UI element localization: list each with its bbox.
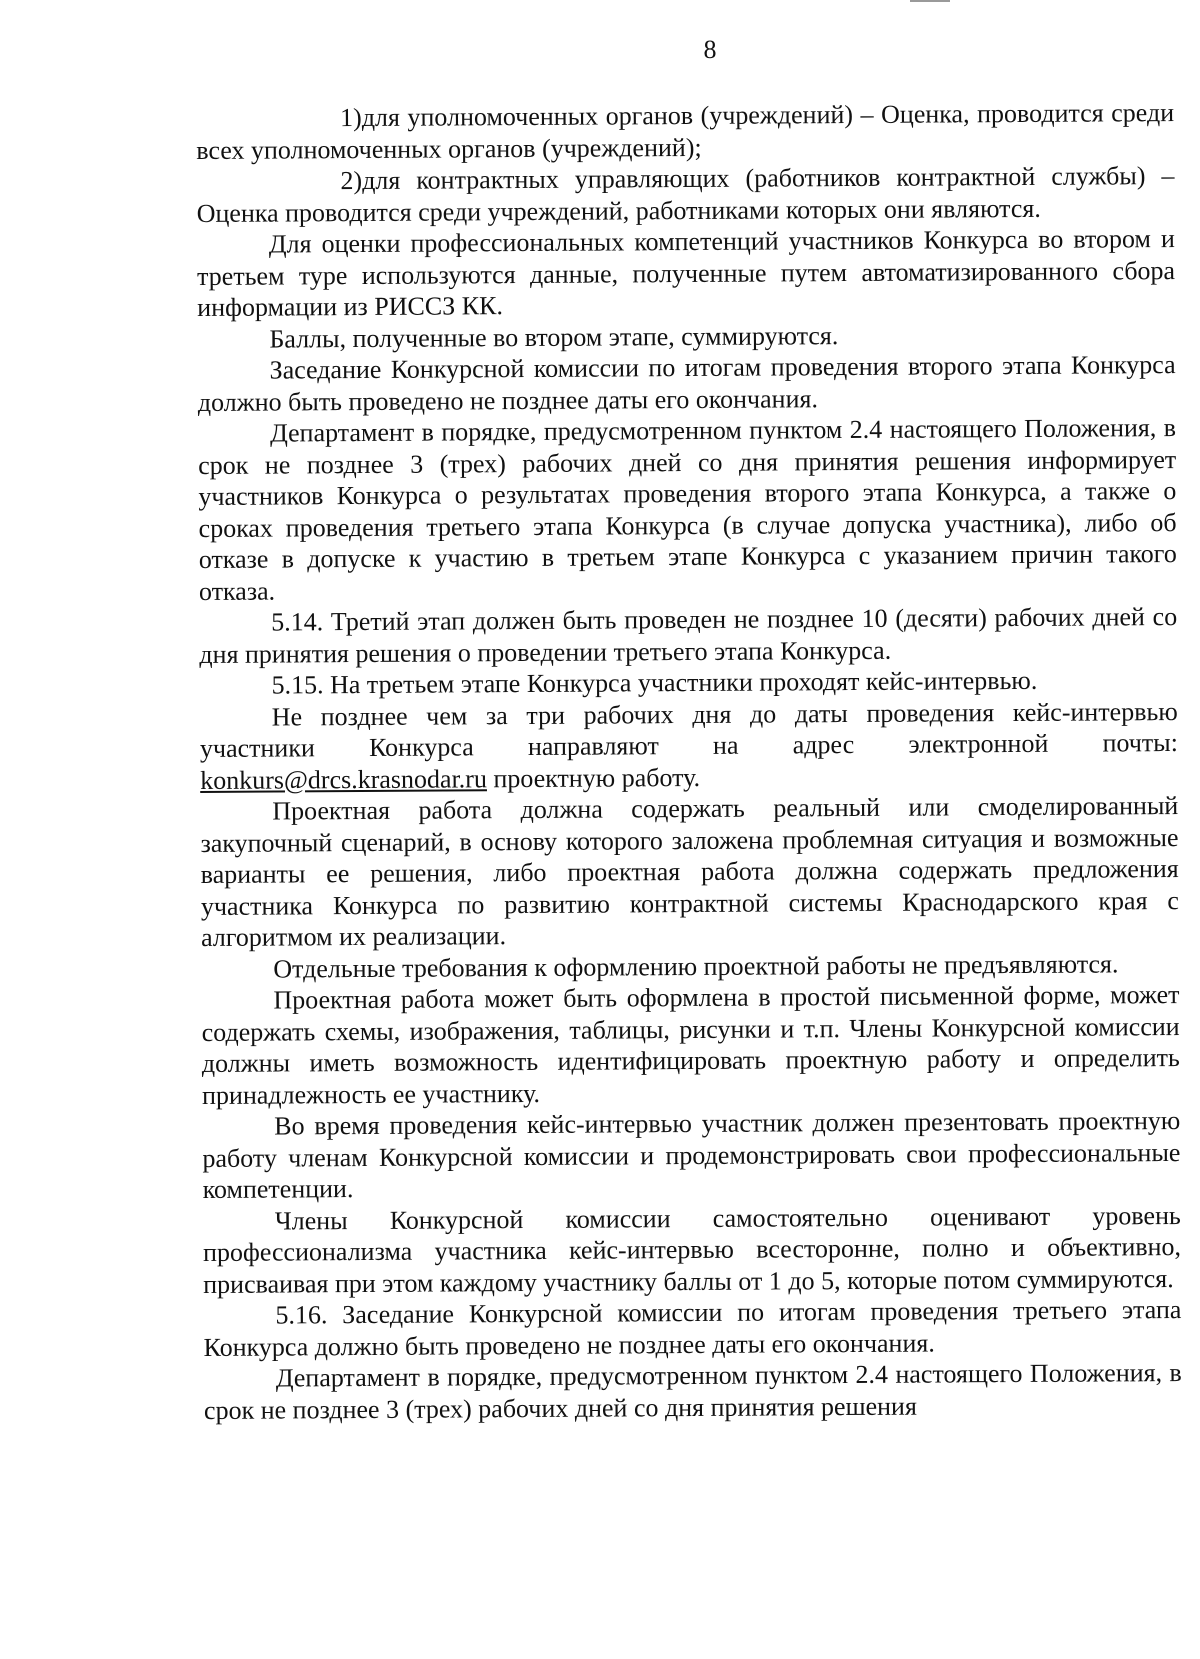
paragraph-12: Проектная работа может быть оформлена в простой письменной форме, может содержать схемы, изображения, таблицы, рисунки и т.п. Члены Конкурсной комиссии должны иметь возможность идентифицировать проектную работу и определить принадлежность ее участнику.: [201, 980, 1180, 1110]
paragraph-9: [200, 696, 1179, 796]
paragraph-2-text: для контрактных управляющих (работников контрактной службы) – Оценка проводится среди учреждений, работниками которых они являются.: [196, 161, 1175, 228]
paragraph-7: 5.14. Третий этап должен быть проведен не позднее 10 (десяти) рабочих дней со дня принятия решения о проведении третьего этапа Конкурса.: [199, 602, 1178, 669]
paragraph-4: Баллы, полученные во втором этапе, суммируются.: [269, 320, 839, 354]
paragraph-8: 5.15. На третьем этапе Конкурса участники проходят кейс-интервью.: [271, 665, 1038, 700]
paragraph-5: Заседание Конкурсной комиссии по итогам проведения второго этапа Конкурса должно быть проведено не позднее даты его окончания.: [197, 350, 1176, 417]
paragraph-16: Департамент в порядке, предусмотренном пунктом 2.4 настоящего Положения, в срок не позднее 3 (трех) рабочих дней со дня принятия решения: [203, 1358, 1182, 1425]
paragraph-3: Для оценки профессиональных компетенций участников Конкурса во втором и третьем туре используются данные, полученные путем автоматизированного сбора информации из РИССЗ КК.: [196, 224, 1176, 322]
paragraph-2: [196, 160, 1174, 229]
list-number-1: 1): [340, 102, 362, 133]
paragraph-1-text: для уполномоченных органов (учреждений) – Оценка, проводится среди всех уполномоченных органов (учреждений);: [196, 98, 1175, 165]
paragraph-9-text: Не позднее чем за три рабочих дня до даты проведения кейс-интервью участники Конкурса направляют на адрес электронной почты:: [199, 696, 1179, 763]
paragraph-6: Департамент в порядке, предусмотренном пунктом 2.4 настоящего Положения, в срок не позднее 3 (трех) рабочих дней со дня принятия решения информирует участников Конкурса о результатах проведения второго этапа Конкурса, а также о сроках проведения третьего этапа Конкурса (в случае допуска участника), либо об отказе в допуске к участию в третьем этапе Конкурса с указанием причин такого отказа.: [198, 413, 1177, 606]
paragraph-11: Отдельные требования к оформлению проектной работы не предъявляются.: [273, 948, 1119, 984]
paragraph-14: Члены Конкурсной комиссии самостоятельно оценивают уровень профессионализма участника кейс-интервью всесторонне, полно и объективно, присваивая при этом каждому участнику баллы от 1 до 5, которые потом суммируются.: [202, 1200, 1182, 1299]
paragraph-1: [196, 97, 1174, 166]
list-number-2: 2): [340, 165, 363, 196]
email-link[interactable]: konkurs@drcs.krasnodar.ru: [200, 763, 488, 795]
paragraph-13: Во время проведения кейс-интервью участник должен презентовать проектную работу членам Конкурсной комиссии и продемонстрировать свои профессиональные компетенции.: [202, 1106, 1181, 1204]
scan-mark: [910, 0, 950, 2]
paragraph-10: Проектная работа должна содержать реальный или смоделированный закупочный сценарий, в основу которого заложена проблемная ситуация и возможные варианты ее решения, либо проектная работа должна содержать предложения участника Конкурса по развитию контрактной системы Краснодарского края с алгоритмом их реализации.: [200, 791, 1179, 952]
page-number: 8: [703, 35, 717, 64]
document-body: [196, 97, 1182, 1426]
paragraph-15: 5.16. Заседание Конкурсной комиссии по итогам проведения третьего этапа Конкурса должно быть проведено не позднее даты его окончания.: [203, 1295, 1182, 1362]
paragraph-9-after: проектную работу.: [486, 762, 701, 793]
